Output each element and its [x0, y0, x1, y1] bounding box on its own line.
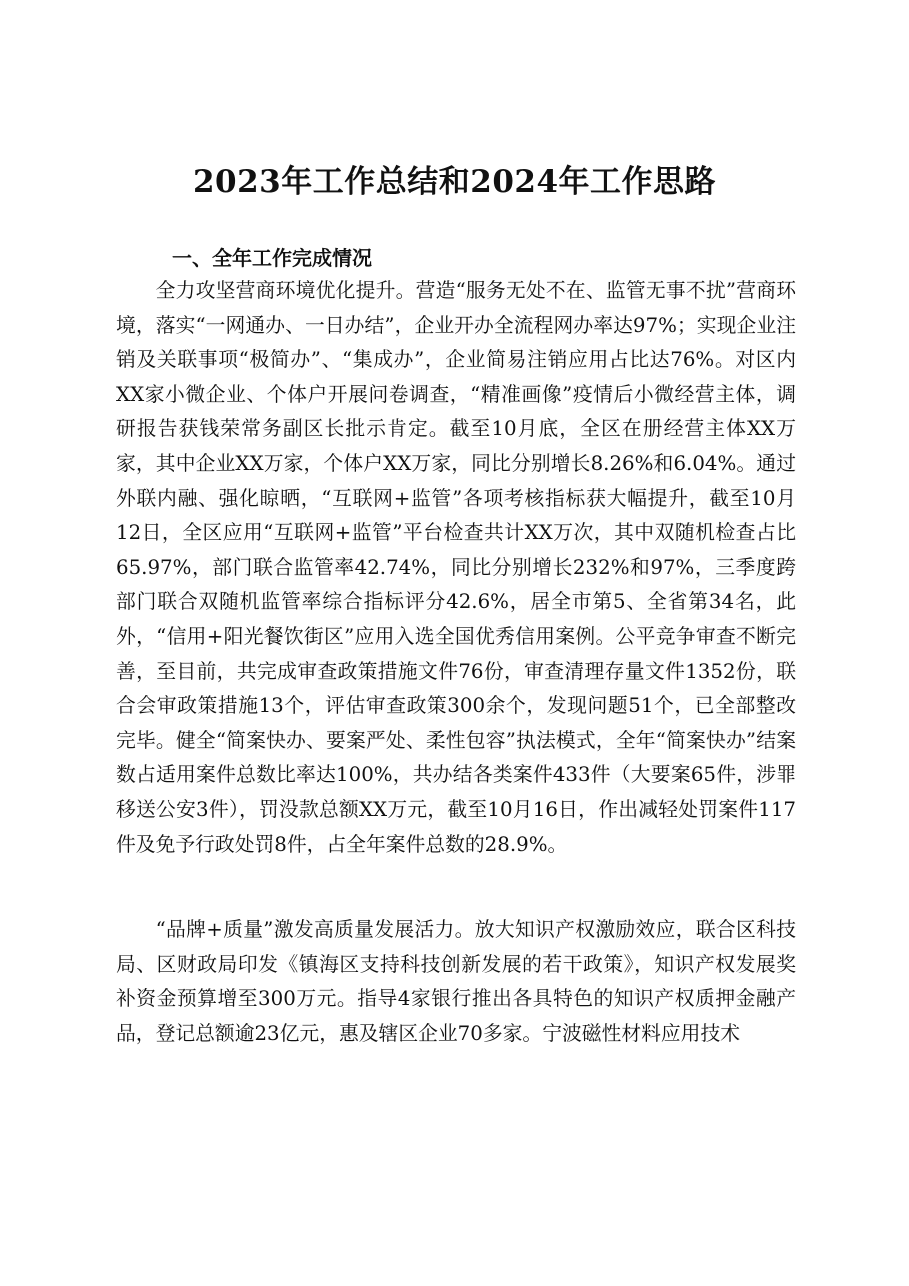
section-heading: 一、全年工作完成情况: [172, 246, 372, 270]
body-paragraph: “品牌+质量”激发高质量发展活力。放大知识产权激励效应，联合区科技局、区财政局印发《镇海区支持科技创新发展的若干政策》，知识产权发展奖补资金预算增至300万元。指导4家银行推出各具特色的知识产权质押金融产品，登记总额逾23亿元，惠及辖区企业70多家。宁波磁性材料应用技术: [116, 918, 796, 1045]
body-paragraph: 全力攻坚营商环境优化提升。营造“服务无处不在、监管无事不扰”营商环境，落实“一网通办、一日办结”，企业开办全流程网办率达97%；实现企业注销及关联事项“极简办”、“集成办”，企业简易注销应用占比达76%。对区内XX家小微企业、个体户开展问卷调查，“精准画像”疫情后小微经营主体，调研报告获钱荣常务副区长批示肯定。截至10月底，全区在册经营主体XX万家，其中企业XX万家，个体户XX万家，同比分别增长8.26%和6.04%。通过外联内融、强化晾晒，“互联网+监管”各项考核指标获大幅提升，截至10月12日，全区应用“互联网+监管”平台检查共计XX万次，其中双随机检查占比65.97%，部门联合监管率42.74%，同比分别增长232%和97%，三季度跨部门联合双随机监管率综合指标评分42.6%，居全市第5、全省第34名，此外，“信用+阳光餐饮街区”应用入选全国优秀信用案例。公平竞争审查不断完善，至目前，共完成审查政策措施文件76份，审查清理存量文件1352份，联合会审政策措施13个，评估审查政策300余个，发现问题51个，已全部整改完毕。健全“简案快办、要案严处、柔性包容”执法模式，全年“简案快办”结案数占适用案件总数比率达100%，共办结各类案件433件（大要案65件，涉罪移送公安3件），罚没款总额XX万元，截至10月16日，作出减轻处罚案件117件及免予行政处罚8件，占全年案件总数的28.9%。: [116, 279, 796, 856]
document-title: 2023年工作总结和2024年工作思路: [192, 164, 717, 200]
